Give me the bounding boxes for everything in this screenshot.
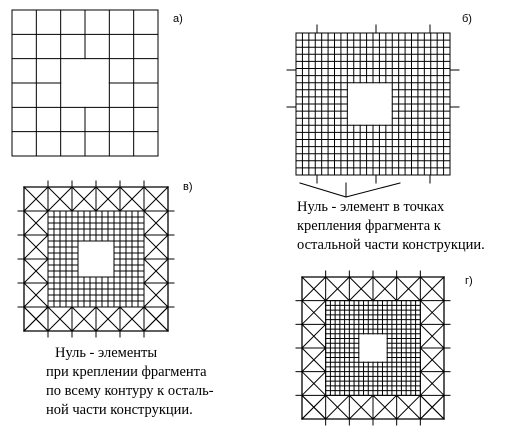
pointer-line xyxy=(346,183,400,197)
mesh-a xyxy=(12,10,158,156)
caption-right-line-3: остальной части конструкции. xyxy=(297,237,485,253)
panel-label-g: г) xyxy=(465,275,473,287)
caption-left xyxy=(46,345,214,418)
mesh-v xyxy=(18,181,174,337)
null-element-pointers xyxy=(300,183,400,197)
panel-label-b: б) xyxy=(462,13,472,25)
caption-left-line-1: Нуль - элементы xyxy=(55,345,158,361)
caption-left-line-2: при креплении фрагмента xyxy=(46,364,207,380)
caption-right-line-2: крепления фрагмента к xyxy=(297,218,441,234)
caption-right-line-1: Нуль - элемент в точках xyxy=(297,199,445,215)
pointer-line xyxy=(300,183,346,197)
caption-left-line-4: ной части конструкции. xyxy=(46,402,193,418)
mesh-b xyxy=(287,25,459,183)
caption-left-line-3: по всему контуру к осталь- xyxy=(46,383,214,399)
caption-right xyxy=(297,199,485,253)
panel-label-a: а) xyxy=(173,13,183,25)
panel-label-v: в) xyxy=(183,181,193,193)
mesh-g xyxy=(296,271,450,425)
